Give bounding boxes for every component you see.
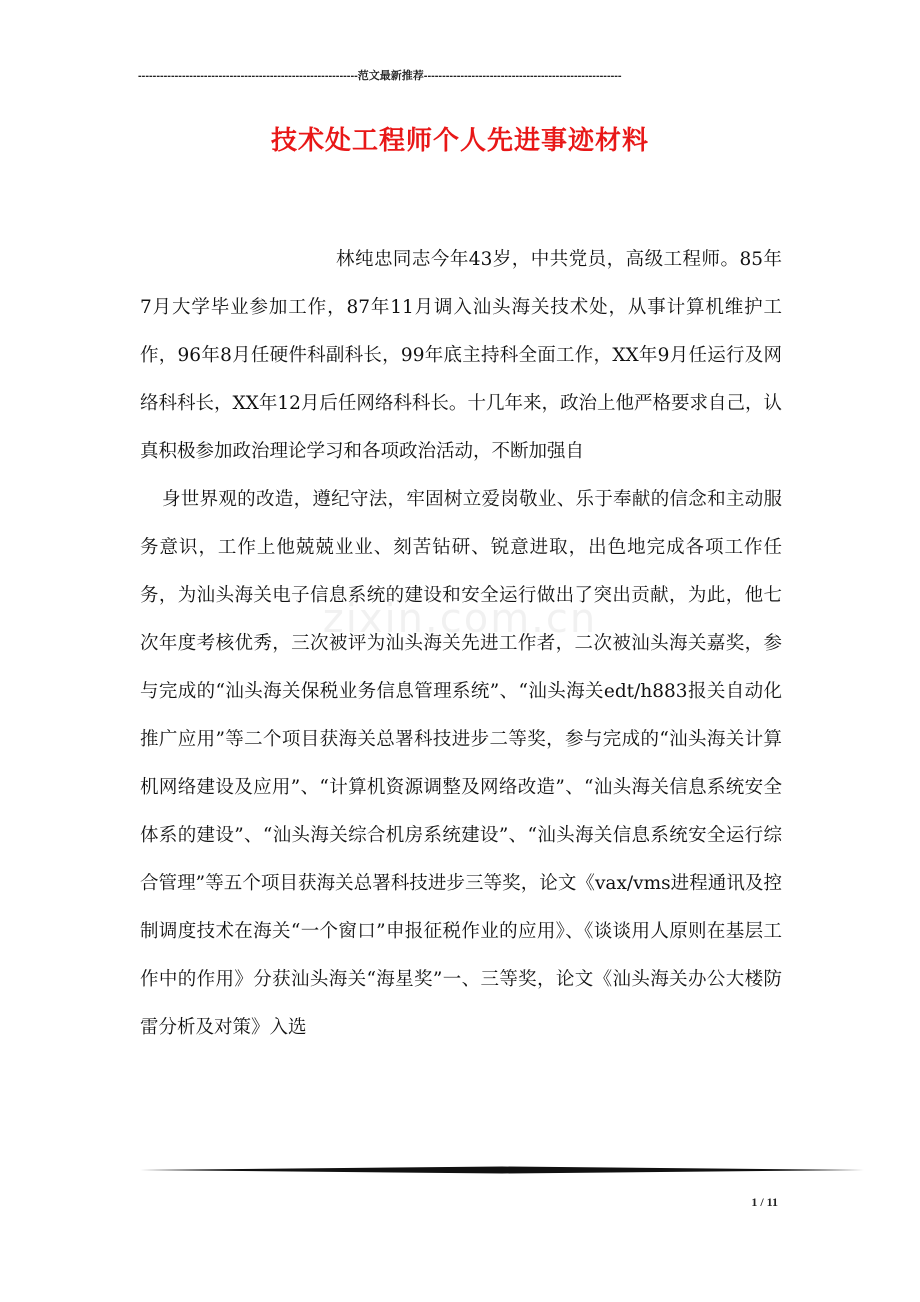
footer-divider	[140, 1165, 864, 1175]
document-title: 技术处工程师个人先进事迹材料	[270, 126, 649, 156]
document-body	[140, 236, 782, 1052]
page-number: 1 / 11	[751, 1195, 778, 1209]
watermark: zixin.com.cn	[322, 596, 598, 642]
paragraph-1: 林纯忠同志今年43岁，中共党员，高级工程师。85年7月大学毕业参加工作，87年11月调入汕头海关技术处，从事计算机维护工作，96年8月任硬件科副科长，99年底主持科全面工作，XX年9月任运行及网络科科长，XX年12月后任网络科科长。十几年来，政治上他严格要求自己，认真积极参加政治理论学习和各项政治活动，不断加强自	[140, 249, 782, 462]
page-header: ------------------------------------------------------------范文最新推荐------------------------------------------------------	[138, 70, 622, 82]
paragraph-2: 身世界观的改造，遵纪守法，牢固树立爱岗敬业、乐于奉献的信念和主动服务意识，工作上他兢兢业业、刻苦钻研、锐意进取，出色地完成各项工作任务，为汕头海关电子信息系统的建设和安全运行做出了突出贡献，为此，他七次年度考核优秀，三次被评为汕头海关先进工作者，二次被汕头海关嘉奖，参与完成的“汕头海关保税业务信息管理系统”、“汕头海关edt/h883报关自动化推广应用”等二个项目获海关总署科技进步二等奖，参与完成的“汕头海关计算机网络建设及应用”、“计算机资源调整及网络改造”、“汕头海关信息系统安全体系的建设”、“汕头海关综合机房系统建设”、“汕头海关信息系统安全运行综合管理”等五个项目获海关总署科技进步三等奖，论文《vax/vms进程通讯及控制调度技术在海关“一个窗口”申报征税作业的应用》、《谈谈用人原则在基层工作中的作用》分获汕头海关“海星奖”一、三等奖，论文《汕头海关办公大楼防雷分析及对策》入选	[140, 489, 782, 1038]
